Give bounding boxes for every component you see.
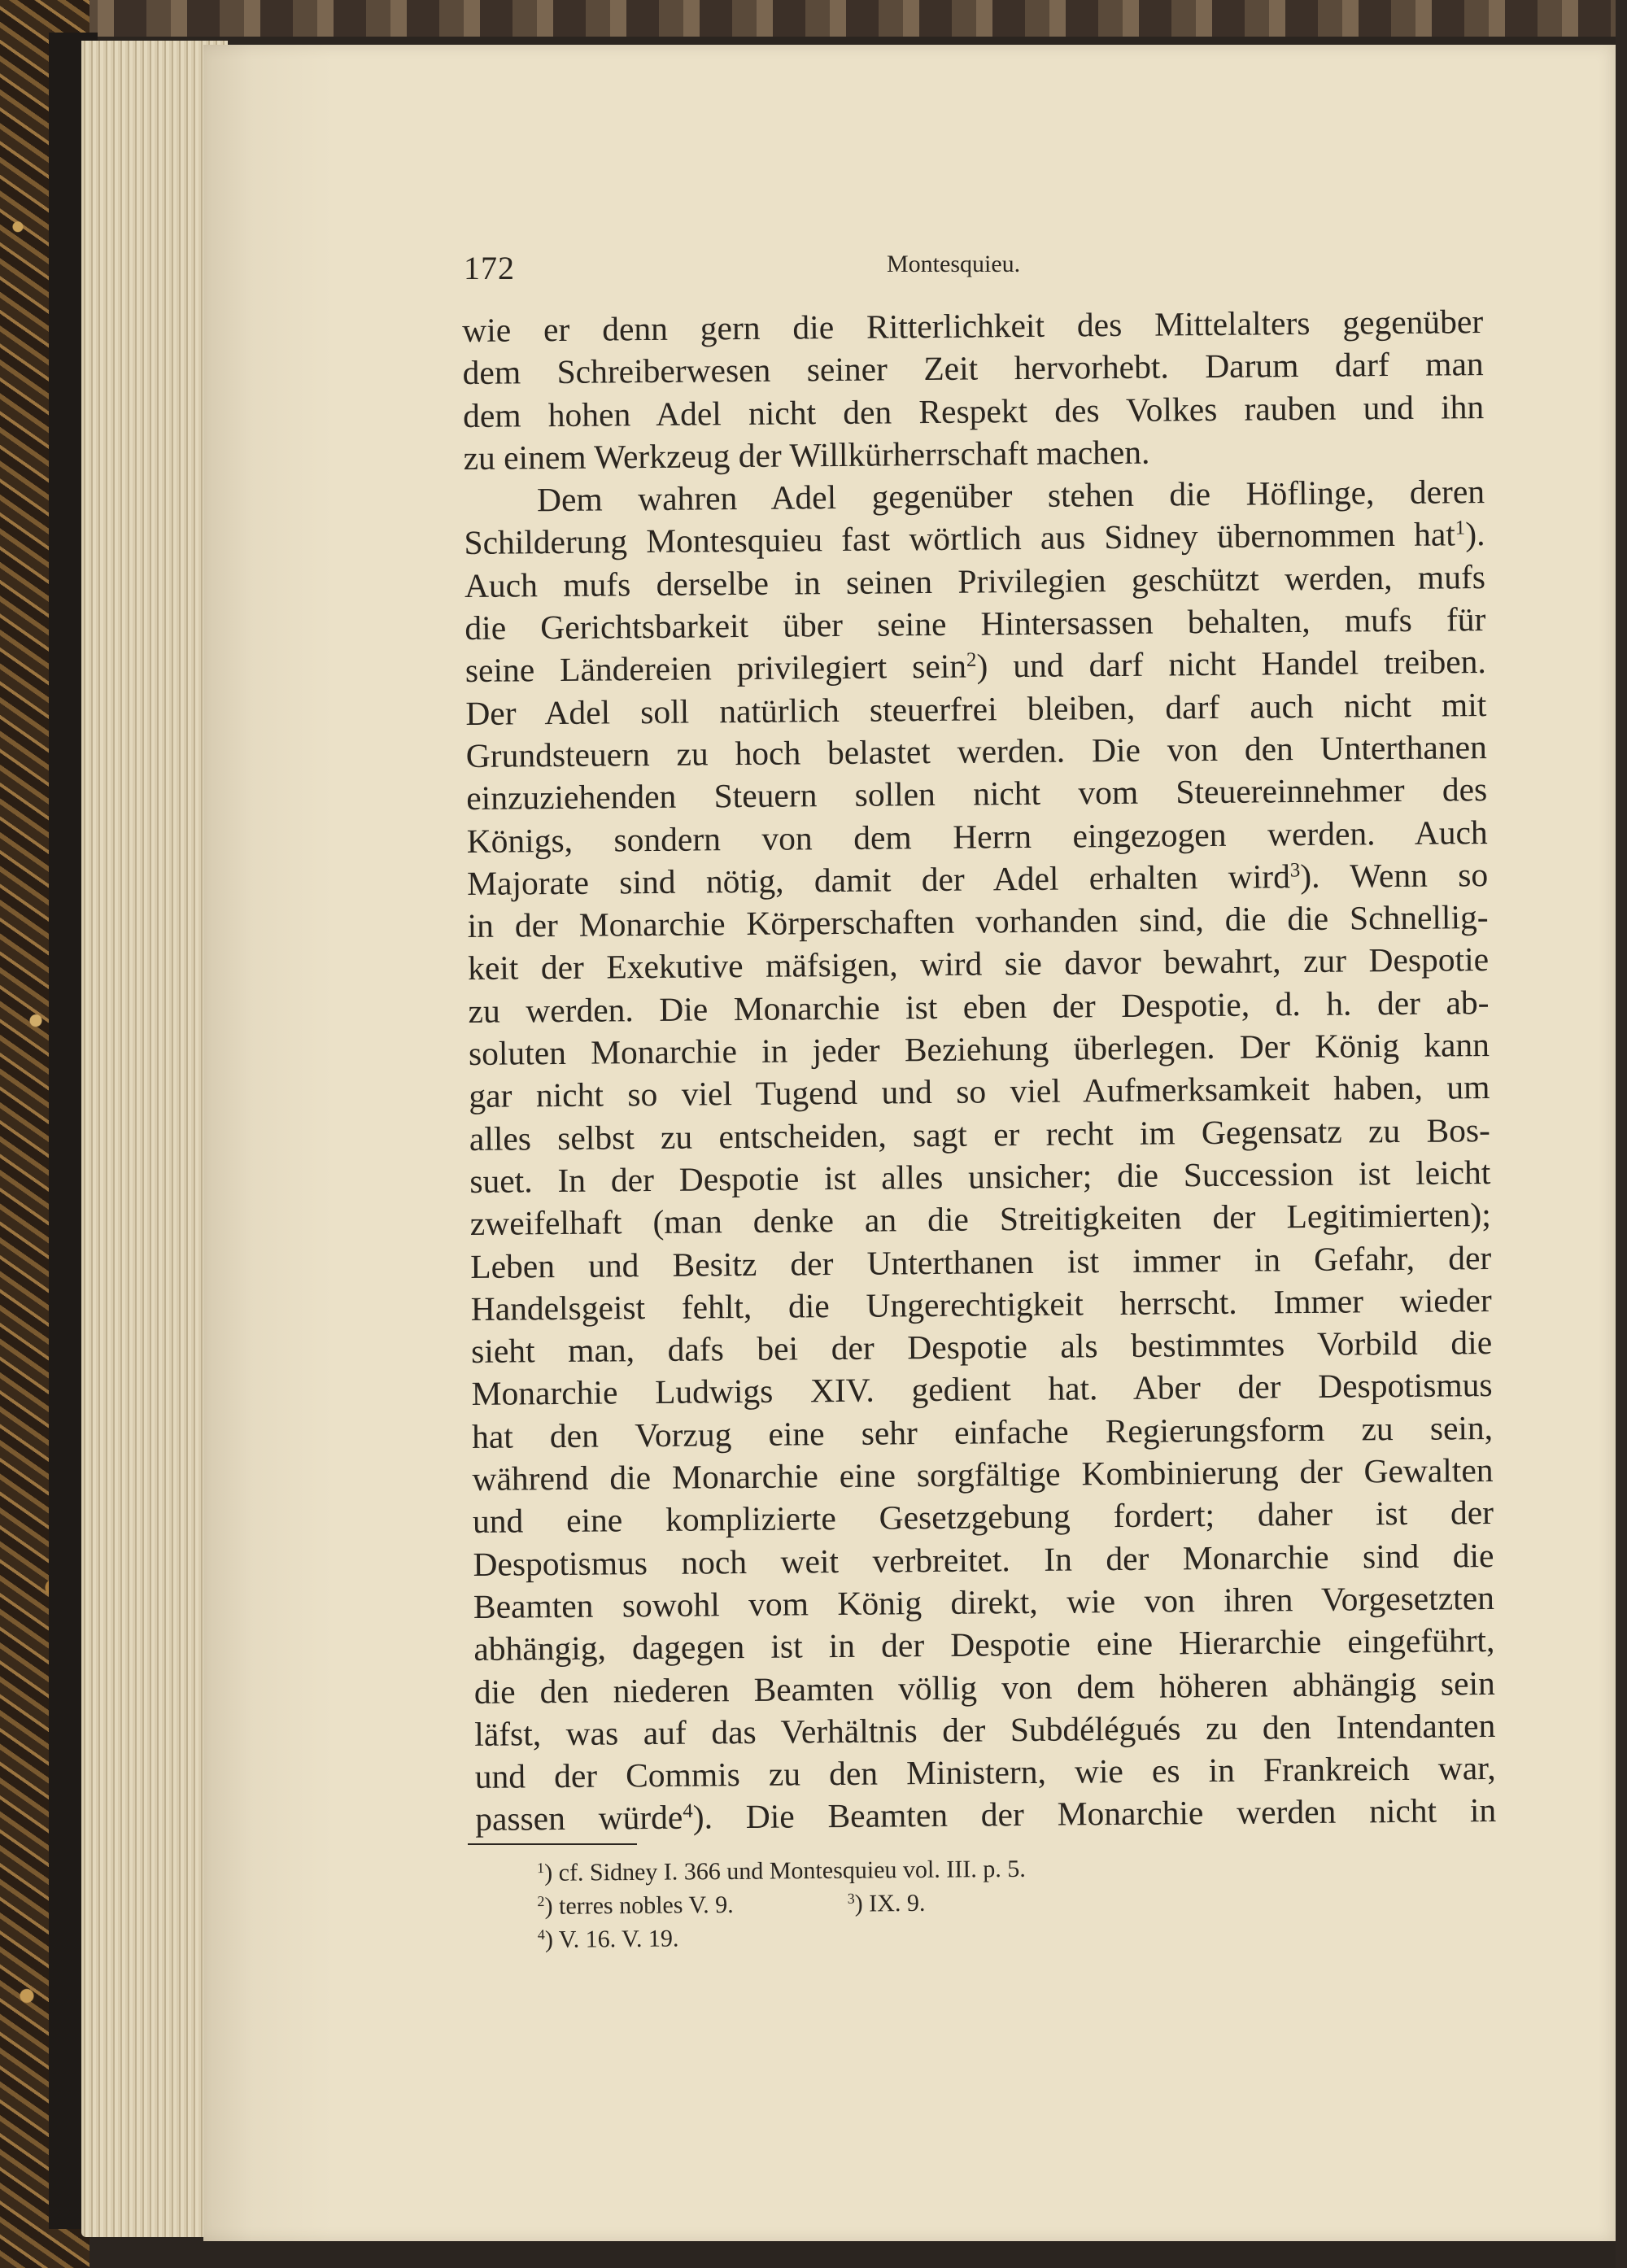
text-line [463,386,1484,437]
footnote-number: 1 [537,1860,545,1877]
text-line-continuation: ). Wenn so [1300,855,1489,895]
text-line-continuation: ). Die Beamten der Monarchie werden nicht in [692,1791,1497,1836]
text-line-content: soluten Monarchie in jeder Beziehung überlegen. Der König kann [468,1026,1490,1073]
text-line-content: Grundsteuern zu hoch belastet werden. Die von den Unterthanen [465,727,1487,774]
footnote [537,1852,1026,1890]
text-line-content: Handelsgeist fehlt, die Ungerechtigkeit herrscht. Immer wieder [470,1280,1492,1328]
text-line-content: Leben und Besitz der Unterthanen ist immer in Gefahr, der [470,1238,1492,1285]
text-line-content: alles selbst zu entscheiden, sagt er recht im Gegensatz zu Bos- [469,1110,1491,1158]
footnote-marker: 4 [683,1800,693,1823]
text-line-content: Der Adel soll natürlich steuerfrei bleiben, darf auch nicht mit [465,685,1487,732]
text-line-content: Schilderung Montesquieu fast wörtlich aus Sidney übernommen hat [464,515,1456,562]
footnote-number: 3 [847,1890,855,1907]
text-line-content: einzuziehenden Steuern sollen nicht vom Steuereinnehmer des [466,770,1488,818]
footnote-marker: 2 [966,649,977,672]
text-line-content: während die Monarchie eine sorgfältige Kombinierung der Gewalten [472,1451,1494,1498]
text-line-content: in der Monarchie Körperschaften vorhanden sind, die die Schnellig- [467,898,1489,945]
text-line-content: und eine komplizierte Gesetzgebung fordert; daher ist der [472,1494,1494,1541]
text-line-content: Beamten sowohl vom König direkt, wie von ihren Vorgesetzten [473,1578,1495,1625]
text-line-content: gar nicht so viel Tugend und so viel Aufmerksamkeit haben, um [469,1068,1490,1115]
text-line-content: suet. In der Despotie ist alles unsicher; die Succession ist leicht [469,1153,1491,1200]
text-line-content: Monarchie Ludwigs XIV. gedient hat. Aber der Despotismus [471,1366,1493,1413]
running-title: Montesquieu. [887,251,1021,277]
text-line-content: Majorate sind nötig, damit der Adel erhalten wird [466,857,1291,902]
text-line-continuation: ). [1465,515,1485,553]
text-line-continuation: ) und darf nicht Handel treiben. [976,643,1487,685]
footnote-number: 4 [537,1926,545,1943]
text-line-content: zu werden. Die Monarchie ist eben der Despotie, d. h. der ab- [468,983,1490,1030]
text-line-content: läfst, was auf das Verhältnis der Subdélégués zu den Intendanten [474,1706,1496,1753]
text-line-content: Auch mufs derselbe in seinen Privilegien geschützt werden, mufs [464,557,1486,604]
footnote-text: ) V. 16. V. 19. [544,1925,679,1953]
text-line-content: seine Ländereien privilegiert sein [465,647,967,690]
footnotes [537,1852,1027,1956]
running-head [464,244,1513,293]
footnote-marker: 1 [1455,517,1466,540]
text-line-content: die den niederen Beamten völlig von dem höheren abhängig sein [473,1664,1495,1711]
footnote-text: ) cf. Sidney I. 366 und Montesquieu vol. III. p. 5. [544,1855,1026,1886]
text-line-content: keit der Exekutive mäfsigen, wird sie davor bewahrt, zur Despotie [467,940,1490,988]
right-background [1616,0,1627,2268]
text-line-content: hat den Vorzug eine sehr einfache Regierungsform zu sein, [471,1408,1494,1455]
text-line-content: die Gerichtsbarkeit über seine Hintersassen behalten, mufs für [465,600,1486,648]
text-line-content: dem Schreiberwesen seiner Zeit hervorhebt. Darum darf man [462,345,1484,392]
body-text [462,300,1496,1841]
text-line-content: dem hohen Adel nicht den Respekt des Volkes rauben und ihn [462,387,1485,434]
text-line-content: wie er denn gern die Ritterlichkeit des Mittelalters gegenüber [462,303,1484,349]
text-line-content: zweifelhaft (man denke an die Streitigkeiten der Legitimierten); [469,1196,1491,1243]
footnote-rule [468,1843,637,1845]
text-line-content: Königs, sondern von dem Herrn eingezogen werden. Auch [466,813,1488,860]
text-line-content: und der Commis zu den Ministern, wie es in Frankreich war, [474,1749,1496,1796]
text-line [475,1789,1496,1840]
text-line-content: abhängig, dagegen ist in der Despotie eine Hierarchie eingeführt, [473,1621,1495,1668]
text-line-content: Despotismus noch weit verbreitet. In der Monarchie sind die [473,1536,1494,1583]
footnote [538,1919,1027,1956]
text-line-content: passen würde [474,1799,683,1838]
page-number: 172 [464,250,515,286]
text-line-content: Dem wahren Adel gegenüber stehen die Höflinge, deren [536,473,1485,519]
footnote [537,1886,1026,1923]
footnote-text: ) terres nobles V. 9. [544,1891,734,1920]
text-line-content: zu einem Werkzeug der Willkürherrschaft machen. [463,433,1150,477]
footnote-marker: 3 [1289,859,1301,882]
book-top-edge [0,0,1627,37]
footnote-text: ) IX. 9. [854,1889,926,1917]
text-line-content: sieht man, dafs bei der Despotie als bestimmtes Vorbild die [470,1324,1493,1371]
footnote-number: 2 [537,1893,545,1910]
